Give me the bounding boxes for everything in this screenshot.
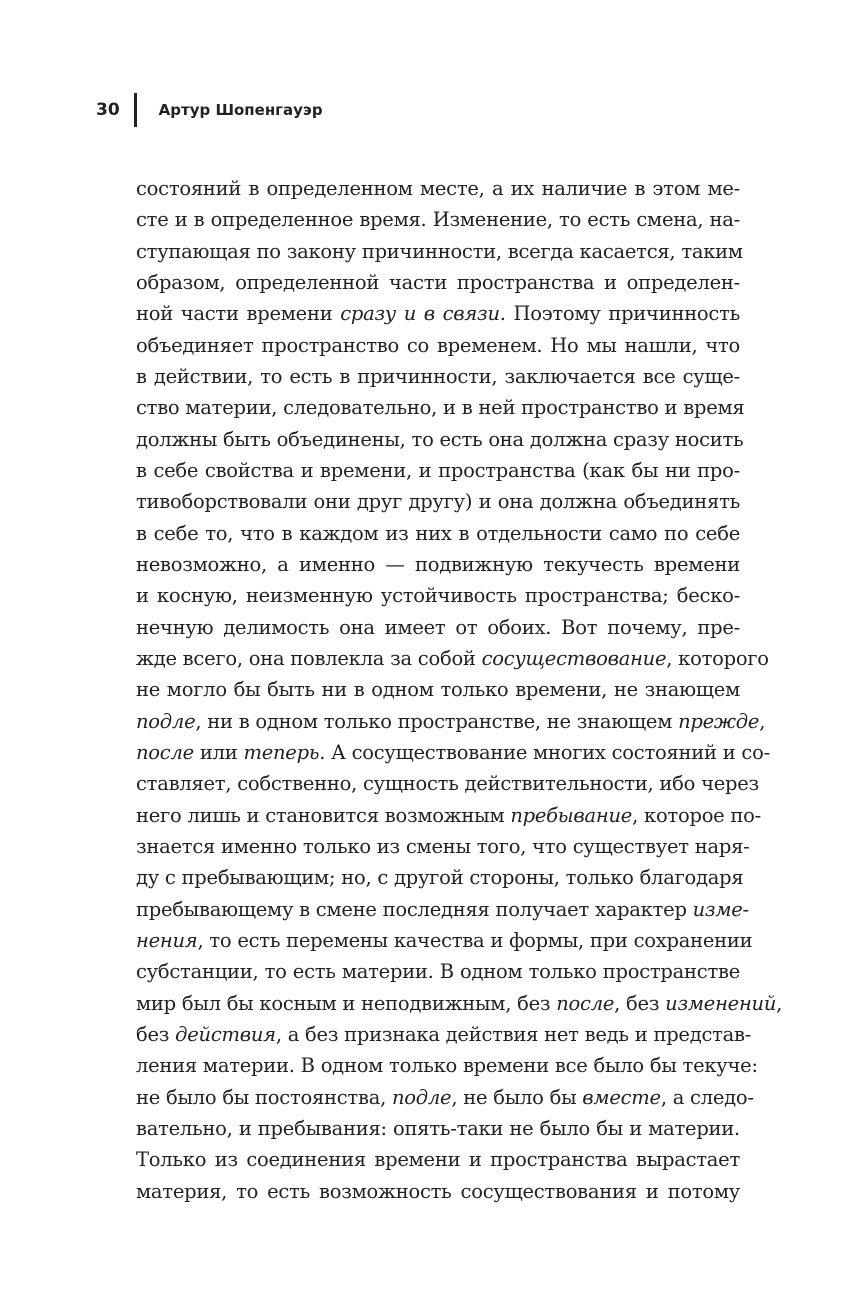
running-head-author: Артур Шопенгауэр [158, 101, 323, 119]
text-line: ступающая по закону причинности, всегда касается, таким [136, 239, 743, 263]
text-line: ления материи. В одном только времени все было бы текуче: [136, 1054, 758, 1078]
text-line: сте и в определенное время. Изменение, то есть смена, на- [136, 208, 740, 232]
text-line: материя, то есть возможность сосуществования и потому [136, 1179, 740, 1203]
text-line: в себе свойства и времени, и пространства (как бы ни про- [136, 458, 740, 482]
text-line: нечную делимость она имеет от обоих. Вот почему, пре- [136, 615, 740, 639]
body-text [136, 173, 783, 1223]
emphasis: после [136, 740, 194, 764]
text-line: в действии, то есть в причинности, заключается все суще- [136, 364, 740, 388]
emphasis: подле [391, 1085, 452, 1109]
text-line: и косную, неизменную устойчивость пространства; беско- [136, 584, 740, 608]
text-line: него лишь и становится возможным пребывание, которое по- [136, 803, 761, 827]
emphasis: сосуществование [481, 646, 667, 670]
text-line: Только из соединения времени и пространства вырастает [136, 1148, 740, 1172]
emphasis: подле [136, 709, 196, 733]
text-line: вательно, и пребывания: опять-таки не было бы и материи. [136, 1116, 740, 1140]
text-line: ду с пребывающим; но, с другой стороны, только благодаря [136, 866, 744, 890]
text-line: пребывающему в смене последняя получает характер изме- [136, 897, 749, 921]
emphasis: действия [175, 1022, 276, 1046]
text-line: не было бы постоянства, подле, не было бы вместе, а следо- [136, 1085, 754, 1109]
text-line: жде всего, она повлекла за собой сосуществование, которого [136, 646, 769, 670]
text-line: подле, ни в одном только пространстве, не знающем прежде, [136, 709, 766, 733]
page-number: 30 [96, 100, 120, 120]
emphasis: пребывание [510, 803, 633, 827]
text-line: мир был бы косным и неподвижным, без после, без изменений, [136, 991, 783, 1015]
emphasis: сразу и в связи [340, 302, 500, 326]
text-line: нения, то есть перемены качества и формы, при сохранении [136, 928, 753, 952]
emphasis: изме- [692, 897, 749, 921]
text-line: в себе то, что в каждом из них в отдельности само по себе [136, 521, 740, 545]
text-line: образом, определенной части пространства и определен- [136, 270, 740, 294]
text-line: должны быть объединены, то есть она должна сразу носить [136, 427, 744, 451]
text-line: невозможно, а именно — подвижную текучесть времени [136, 552, 740, 576]
emphasis: изменений [665, 991, 777, 1015]
header-rule [134, 93, 137, 127]
text-line: состояний в определенном месте, а их наличие в этом ме- [136, 177, 740, 200]
text-line: субстанции, то есть материи. В одном только пространстве [136, 960, 740, 984]
emphasis: нения [136, 928, 198, 952]
text-line: ставляет, собственно, сущность действительности, ибо через [136, 772, 759, 796]
text-line: ной части времени сразу и в связи. Поэтому причинность [136, 302, 740, 326]
text-line: объединяет пространство со временем. Но мы нашли, что [136, 333, 740, 357]
text-line: не могло бы быть ни в одном только времени, не знающем [136, 678, 740, 702]
text-line: без действия, а без признака действия нет ведь и представ- [136, 1022, 752, 1046]
emphasis: теперь [243, 740, 320, 764]
running-head [96, 93, 323, 127]
text-line: после или теперь. А сосуществование многих состояний и со- [136, 740, 770, 764]
text-line: ство материи, следовательно, и в ней пространство и время [136, 396, 745, 420]
emphasis: вместе [582, 1085, 661, 1109]
emphasis: прежде [678, 709, 760, 733]
emphasis: после [556, 991, 615, 1015]
text-line: знается именно только из смены того, что существует наря- [136, 834, 750, 858]
text-line: тивоборствовали они друг другу) и она должна объединять [136, 490, 740, 514]
